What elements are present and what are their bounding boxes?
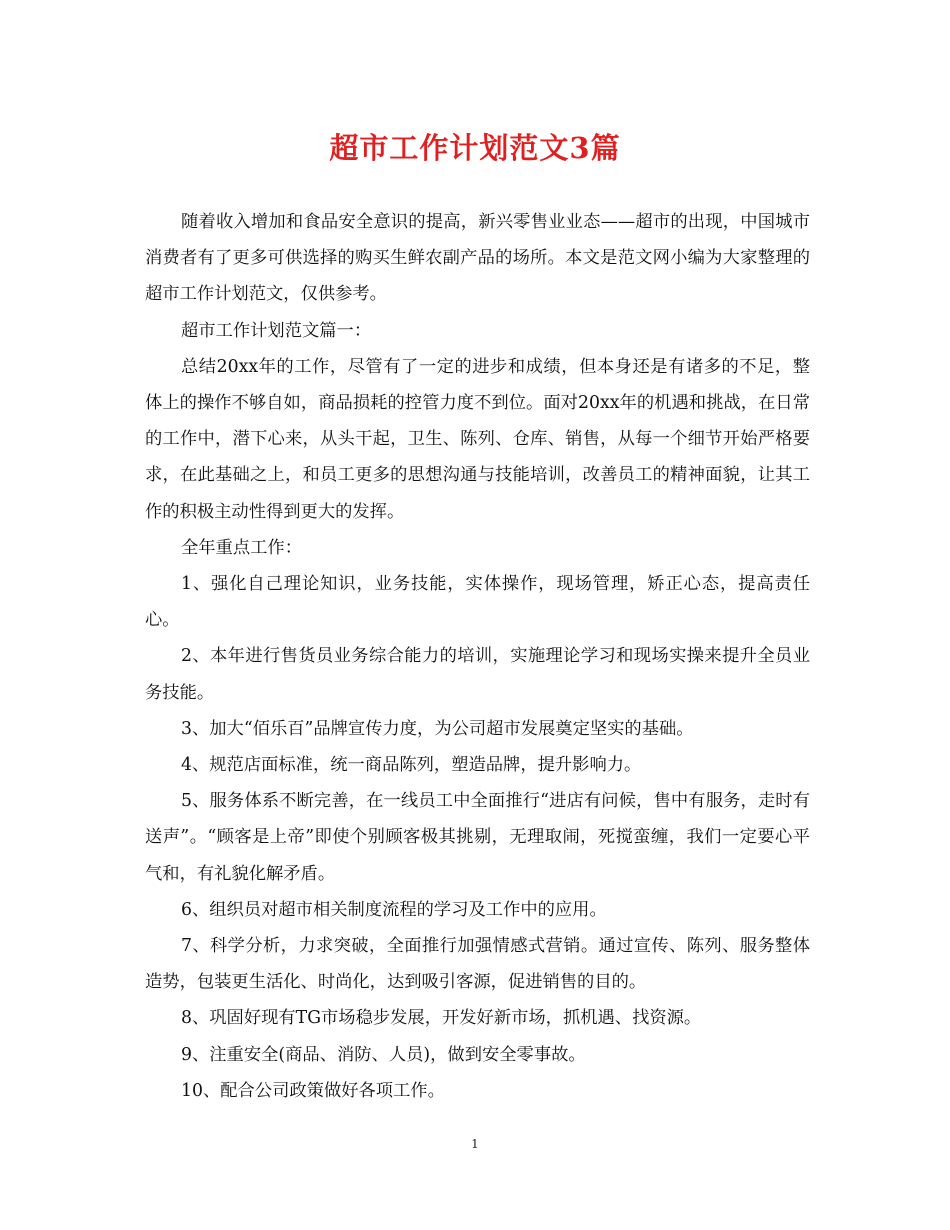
list-item-1: 1、强化自己理论知识，业务技能，实体操作，现场管理，矫正心态，提高责任心。 — [145, 574, 810, 631]
list-item-8: 8、巩固好现有TG市场稳步发展，开发好新市场，抓机遇、找资源。 — [181, 1008, 702, 1029]
list-item-3: 3、加大“佰乐百”品牌宣传力度，为公司超市发展奠定坚实的基础。 — [181, 718, 694, 739]
list-item-4: 4、规范店面标准，统一商品陈列，塑造品牌，提升影响力。 — [181, 755, 642, 776]
paragraph-summary: 总结20xx年的工作，尽管有了一定的进步和成绩，但本身还是有诸多的不足，整体上的操作不够自如，商品损耗的控管力度不到位。面对20xx年的机遇和挑战，在日常的工作中，潜下心来，从头干起，卫生、陈列、仓库、销售，从每一个细节开始严格要求，在此基础之上，和员工更多的思想沟通与技能培训，改善员工的精神面貌，让其工作的积极主动性得到更大的发挥。 — [145, 356, 810, 522]
page-number: 1 — [471, 1137, 479, 1151]
paragraph-section-heading: 超市工作计划范文篇一： — [181, 320, 372, 341]
document-title: 超市工作计划范文3篇 — [329, 131, 621, 165]
paragraph-key-work-heading: 全年重点工作： — [181, 537, 302, 558]
paragraph-intro: 随着收入增加和食品安全意识的提高，新兴零售业业态——超市的出现，中国城市消费者有了更多可供选择的购买生鲜农副产品的场所。本文是范文网小编为大家整理的超市工作计划范文，仅供参考。 — [145, 212, 810, 305]
list-item-10: 10、配合公司政策做好各项工作。 — [181, 1080, 445, 1101]
list-item-6: 6、组织员对超市相关制度流程的学习及工作中的应用。 — [181, 899, 607, 920]
document-body — [145, 204, 810, 1109]
list-item-5: 5、服务体系不断完善，在一线员工中全面推行“进店有问候，售中有服务，走时有送声”。“顾客是上帝”即使个别顾客极其挑剔，无理取闹，死搅蛮缠，我们一定要心平气和，有礼貌化解矛盾。 — [145, 791, 810, 884]
list-item-9: 9、注重安全(商品、消防、人员)，做到安全零事故。 — [181, 1044, 586, 1065]
list-item-2: 2、本年进行售货员业务综合能力的培训，实施理论学习和现场实操来提升全员业务技能。 — [145, 646, 810, 703]
list-item-7: 7、科学分析，力求突破，全面推行加强情感式营销。通过宣传、陈列、服务整体造势，包装更生活化、时尚化，达到吸引客源，促进销售的目的。 — [145, 936, 810, 993]
